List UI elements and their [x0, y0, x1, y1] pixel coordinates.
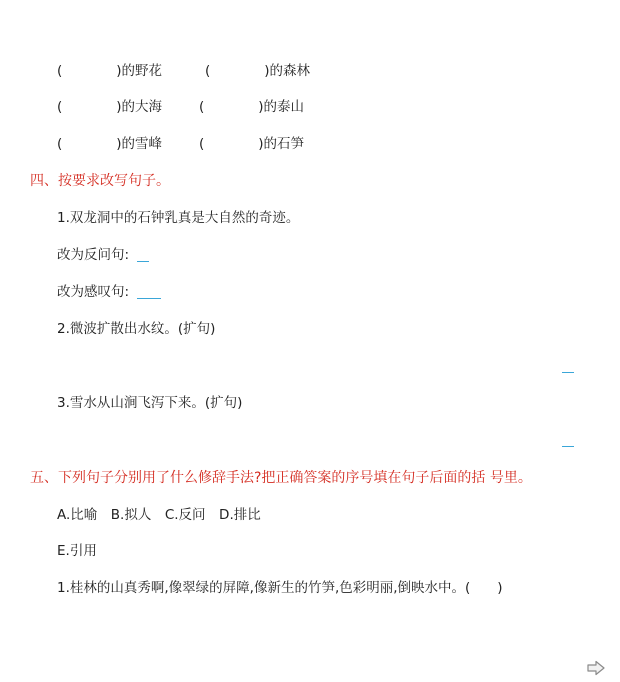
section5-question-1: 1.桂林的山真秀啊,像翠绿的屏障,像新生的竹笋,色彩明丽,倒映水中。( )	[57, 580, 503, 596]
phrase-row2-right: ( )的泰山	[199, 99, 305, 115]
rhetorical-question-label: 改为反问句:	[57, 247, 130, 263]
phrase-row3-left: ( )的雪峰	[57, 136, 163, 152]
section4-heading: 四、按要求改写句子。	[30, 173, 170, 189]
rhetorical-answer-blank[interactable]	[137, 261, 149, 262]
exclamatory-label: 改为感叹句:	[57, 284, 130, 300]
phrase-row3-right: ( )的石笋	[199, 136, 305, 152]
phrase-row1-right: ( )的森林	[205, 63, 311, 79]
exclamatory-answer-blank[interactable]	[137, 298, 161, 299]
section4-question-1: 1.双龙洞中的石钟乳真是大自然的奇迹。	[57, 210, 300, 226]
question-2-answer-blank[interactable]	[562, 372, 574, 373]
section4-question-2: 2.微波扩散出水纹。(扩句)	[57, 321, 216, 337]
section5-options-line1: A.比喻 B.拟人 C.反问 D.排比	[57, 507, 261, 523]
phrase-row1-left: ( )的野花	[57, 63, 163, 79]
question-3-answer-blank[interactable]	[562, 446, 574, 447]
section5-heading: 五、下列句子分别用了什么修辞手法?把正确答案的序号填在句子后面的括 号里。	[30, 470, 532, 486]
section4-question-3: 3.雪水从山涧飞泻下来。(扩句)	[57, 395, 243, 411]
next-page-arrow-icon[interactable]	[586, 660, 606, 676]
section5-options-line2: E.引用	[57, 543, 97, 559]
phrase-row2-left: ( )的大海	[57, 99, 163, 115]
